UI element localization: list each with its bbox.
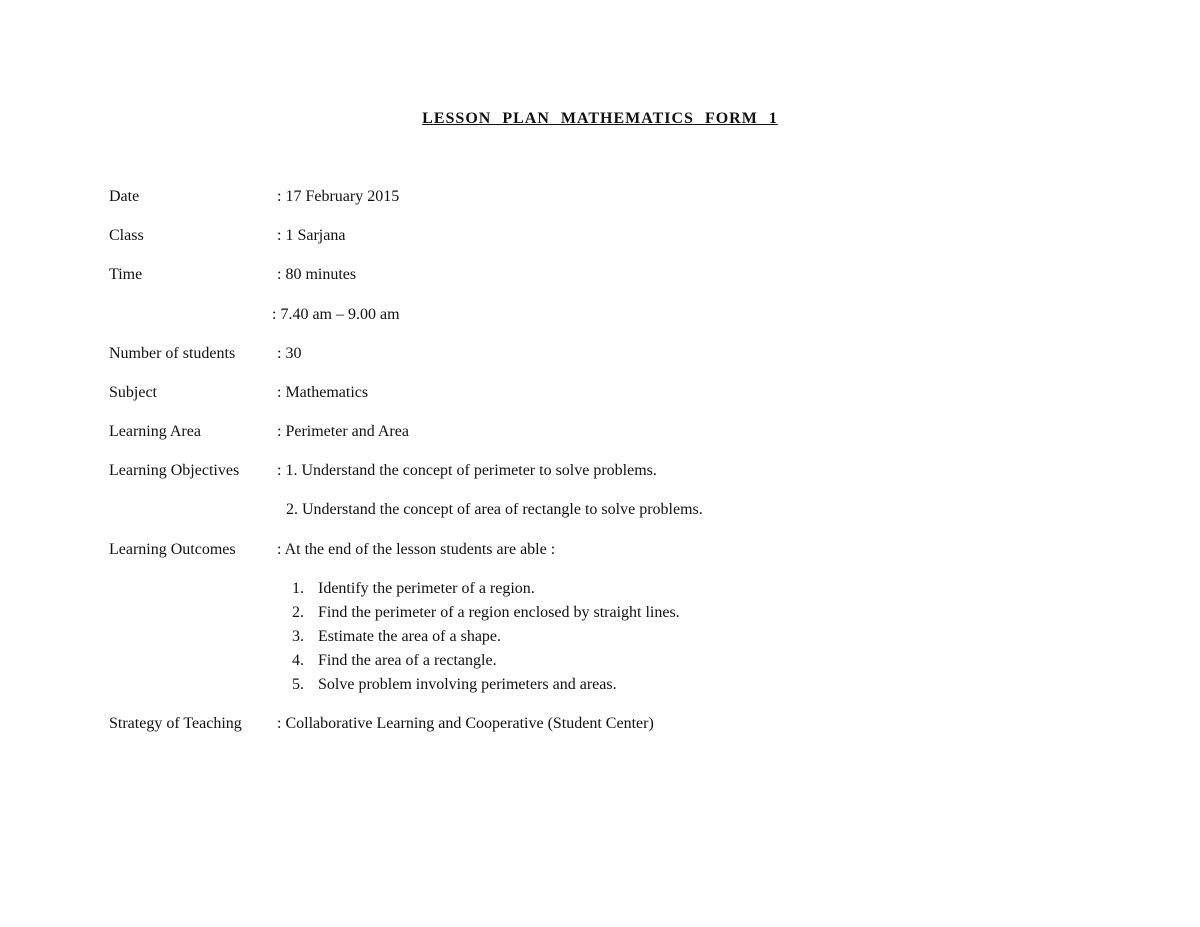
class-label: Class xyxy=(109,227,144,244)
outcomes-label: Learning Outcomes xyxy=(109,541,236,558)
outcomes-intro: : At the end of the lesson students are able : xyxy=(277,541,556,558)
class-value: : 1 Sarjana xyxy=(277,227,346,244)
outcome-item: Estimate the area of a shape. xyxy=(318,628,502,645)
outcome-item: Find the perimeter of a region enclosed by straight lines. xyxy=(318,604,680,621)
date-label: Date xyxy=(109,188,140,205)
outcome-item: Identify the perimeter of a region. xyxy=(318,580,535,597)
students-value: : 30 xyxy=(277,345,302,362)
time-label: Time xyxy=(109,266,143,283)
strategy-label: Strategy of Teaching xyxy=(109,715,242,732)
date-value: : 17 February 2015 xyxy=(277,188,400,205)
objective-item-2: 2. Understand the concept of area of rectangle to solve problems. xyxy=(286,501,703,518)
objectives-label: Learning Objectives xyxy=(109,462,240,479)
strategy-value: : Collaborative Learning and Cooperative (Student Center) xyxy=(277,715,654,732)
outcome-number: 1. xyxy=(292,580,304,597)
time-value: : 80 minutes xyxy=(277,266,357,283)
outcome-item: Solve problem involving perimeters and areas. xyxy=(318,676,617,693)
subject-value: : Mathematics xyxy=(277,384,369,401)
outcome-number: 5. xyxy=(292,676,304,693)
learning-area-value: : Perimeter and Area xyxy=(277,423,409,440)
time-range-value: : 7.40 am – 9.00 am xyxy=(272,306,400,323)
students-label: Number of students xyxy=(109,345,236,362)
outcome-number: 4. xyxy=(292,652,304,669)
objective-item-1: : 1. Understand the concept of perimeter to solve problems. xyxy=(277,462,657,479)
document-title: LESSON PLAN MATHEMATICS FORM 1 xyxy=(422,110,778,127)
outcome-item: Find the area of a rectangle. xyxy=(318,652,497,669)
outcome-number: 3. xyxy=(292,628,304,645)
learning-area-label: Learning Area xyxy=(109,423,201,440)
outcome-number: 2. xyxy=(292,604,304,621)
subject-label: Subject xyxy=(109,384,157,401)
